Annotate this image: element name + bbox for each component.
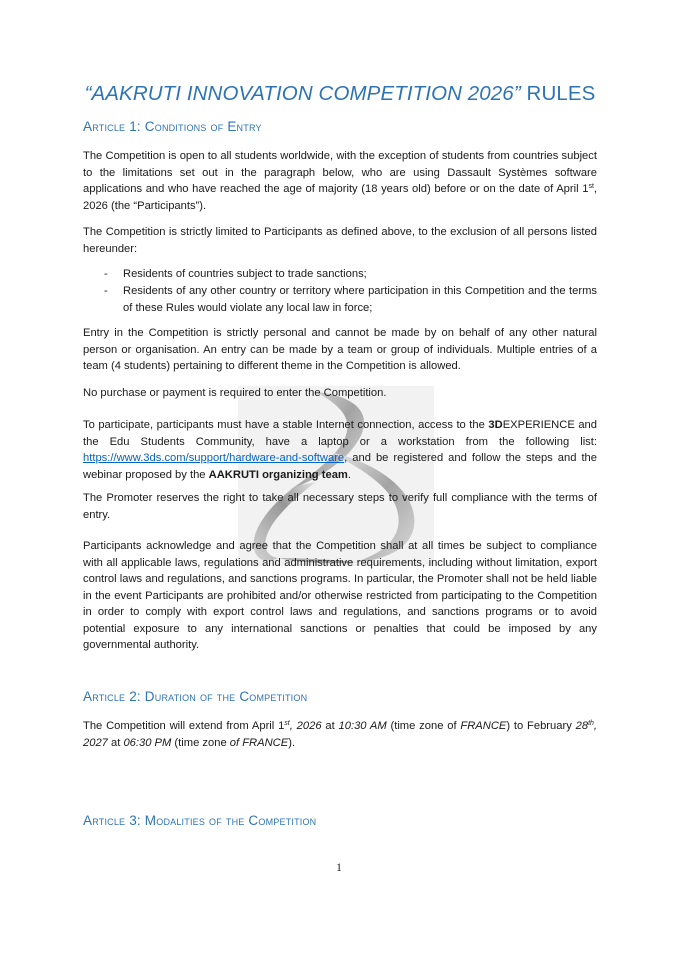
italic-run: , 2026: [289, 720, 322, 732]
list-bullet-dash: -: [104, 268, 108, 280]
article-1-heading: Article 1: Conditions of Entry: [83, 119, 262, 134]
list-item-text: Residents of countries subject to trade sanctions;: [123, 268, 367, 280]
article-1-paragraph-no-purchase: No purchase or payment is required to enter the Competition.: [83, 387, 387, 399]
page-title: [83, 82, 597, 106]
text-run: at: [107, 736, 124, 749]
text-run: , 2026 (the “Participants”).: [83, 183, 597, 212]
article-3-heading: Article 3: Modalities of the Competition: [83, 813, 317, 828]
article-1-paragraph-verification: The Promoter reserves the right to take all necessary steps to verify full compliance with the terms of entry.: [83, 492, 597, 521]
text-run: at: [321, 720, 339, 732]
text-run: .: [347, 468, 351, 481]
article-1-paragraph-compliance: Participants acknowledge and agree that the Competition shall at all times be subject to compliance with all applicable laws, regulations and administrative requirements, including without limitation, export control laws and regulations, and sanctions programs. In particular, the Promoter shall not be held liable in the event Participants are prohibited and/or otherwise restricted from participating to the Competition in order to comply with export control laws and regulations, and sanctions programs or to avoid potential exposure to any international sanctions or penalties that could be imposed by any governmental authority.: [83, 540, 597, 651]
article-2-heading: Article 2: Duration of the Competition: [83, 689, 308, 704]
page-number: 1: [336, 862, 342, 874]
article-1-paragraph-requirements: [83, 417, 597, 483]
hardware-software-link[interactable]: https://www.3ds.com/support/hardware-and-software: [83, 452, 345, 464]
italic-run: , 2027: [83, 720, 598, 749]
title-suffix: RULES: [520, 82, 596, 105]
article-1-paragraph-eligibility: [83, 148, 597, 214]
list-item-text: Residents of any other country or territory where participation in this Competition and the terms of these Rules would violate any local law in force;: [123, 285, 597, 314]
superscript: th: [588, 720, 594, 727]
title-competition-name: “AAKRUTI INNOVATION COMPETITION 2026”: [84, 82, 521, 105]
superscript: st: [284, 720, 290, 727]
article-2-paragraph-duration: [83, 718, 597, 751]
text-run: (time zone: [171, 736, 230, 749]
italic-run: 10:30 AM: [338, 720, 387, 732]
article-1-paragraph-personal-entry: Entry in the Competition is strictly personal and cannot be made by on behalf of any other natural person or organisation. An entry can be made by a team or group of individuals. Multiple entries of a team (4 students) pertaining to different theme in the Competition is allowed.: [83, 327, 597, 372]
text-run: (time zone of: [386, 720, 461, 732]
italic-run: of FRANCE: [229, 736, 289, 749]
text-run: ).: [288, 736, 296, 749]
text-run: , and be registered and follow the steps and the webinar proposed by the: [83, 452, 597, 481]
bold-3d: 3D: [488, 419, 503, 431]
italic-run: FRANCE: [460, 720, 507, 732]
text-run: EXPERIENCE and the Edu Students Community, have a laptop or a workstation from the following list:: [83, 419, 597, 448]
text-run: ) to February: [506, 720, 576, 732]
list-bullet-dash: -: [104, 285, 108, 297]
italic-run: 28: [575, 720, 589, 732]
text-run: The Competition is open to all students worldwide, with the exception of students from countries subject to the limitations set out in the paragraph below, who are using Dassault Systèmes software applications and who have reached the age of majority (18 years old) before or on the date of April 1: [83, 150, 597, 195]
article-1-paragraph-restriction: The Competition is strictly limited to Participants as defined above, to the exclusion of all persons listed hereunder:: [83, 226, 597, 255]
italic-run: 06:30 PM: [123, 736, 172, 749]
superscript: st: [588, 183, 594, 190]
bold-organizing-team: AAKRUTI organizing team: [208, 468, 348, 481]
text-run: To participate, participants must have a stable Internet connection, access to the: [83, 419, 489, 431]
text-run: The Competition will extend from April 1: [83, 720, 285, 732]
